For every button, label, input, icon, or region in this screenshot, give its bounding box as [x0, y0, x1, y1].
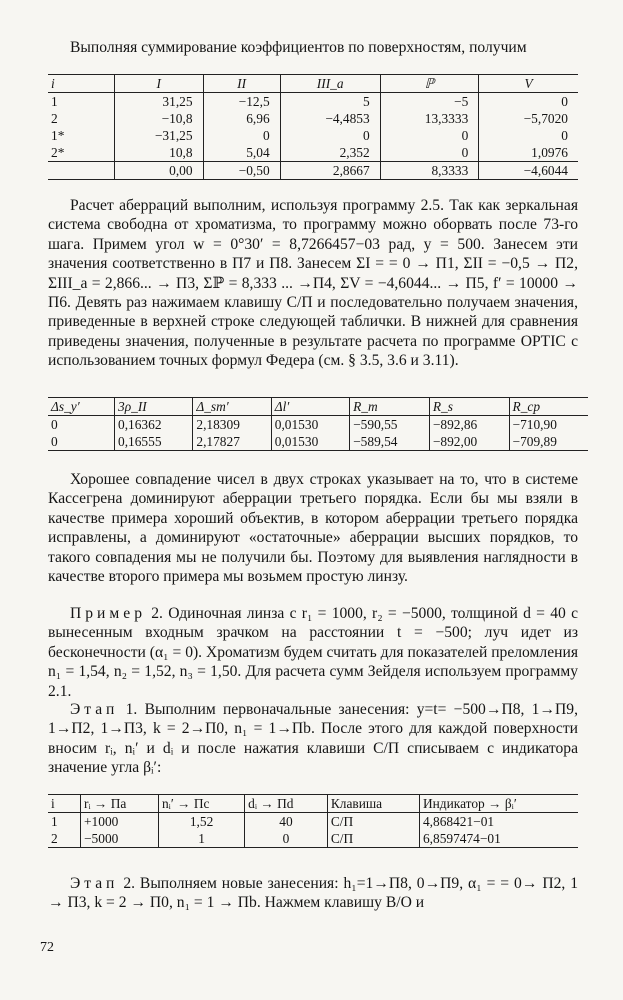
cell: 1,0976	[479, 144, 578, 162]
table-header	[48, 398, 588, 416]
cell: 0	[48, 433, 115, 451]
paragraph-stage-2	[48, 874, 578, 913]
cell: 0	[479, 93, 578, 111]
cell: 0,01530	[271, 433, 349, 451]
cell: 2,352	[280, 144, 380, 162]
cell: 0	[479, 127, 578, 144]
cell: −892,86	[429, 416, 509, 434]
cell: 2	[48, 830, 81, 848]
cell: −4,6044	[479, 162, 578, 180]
cell: 2,18309	[193, 416, 271, 434]
cell: 1	[51, 93, 58, 109]
col-header: dᵢ → Пd	[245, 795, 328, 813]
col-header: nᵢ′ → Пс	[158, 795, 244, 813]
table-row	[48, 416, 588, 434]
cell: −5	[380, 93, 479, 111]
col-header: i	[48, 795, 81, 813]
table-row	[48, 110, 578, 127]
cell: 10,8	[115, 144, 204, 162]
input-table	[48, 794, 578, 848]
col-header: R_s	[429, 398, 509, 416]
cell: 0,00	[115, 162, 204, 180]
cell: −5,7020	[479, 110, 578, 127]
col-header: 3ρ_II	[115, 398, 193, 416]
cell: −710,90	[509, 416, 588, 434]
cell: 0	[245, 830, 328, 848]
table-header	[48, 75, 578, 93]
stage1-text: 1. Выполним первоначальные занесения: y=t= −500→П8, 1→П9, 1→П2, 1→П3, k = 2→П0, n₁ = 1→Пb. После этого для каждой поверхности вносим rᵢ, nᵢ′ и dᵢ и после нажатия клавиши С/П списываем с индикатора значение угла βᵢ′:	[48, 701, 578, 777]
col-header: R_m	[350, 398, 430, 416]
cell: 0,16555	[115, 433, 193, 451]
cell: 2*	[51, 144, 65, 160]
cell	[48, 162, 115, 180]
cell: 4,868421−01	[419, 813, 578, 831]
col-header: Индикатор → βᵢ′	[419, 795, 578, 813]
cell: −709,89	[509, 433, 588, 451]
cell: С/П	[327, 830, 419, 848]
col-header: rᵢ → Па	[81, 795, 159, 813]
cell: −4,4853	[280, 110, 380, 127]
cell: 1	[51, 813, 58, 829]
cell: 0	[51, 416, 58, 432]
paragraph-aberrations: Расчет аберраций выполним, используя программу 2.5. Так как зеркальная система свободна от хроматизма, то программу можно оборвать после 73-го шага. Примем угол w = 0°30′ = 8,7266457−03 рад, y = 500. Занесем эти значения соответственно в П7 и П8. Занесем ΣI = = 0 → П1, ΣII = −0,5 → П2, ΣIII_a = 2,866... → П3, Σℙ = 8,333 ... →П4, ΣV = −4,6044... → П5, f′ = 10000 → П6. Девять раз нажимаем клавишу С/П и последовательно получаем значения, приведенные в верхней строке следующей таблички. В нижней для сравнения приведены значения, полученные в результате расчета по программе OPTIC с использованием точных формул Федера (см. § 3.5, 3.6 и 3.11).	[48, 197, 578, 370]
col-header: Δl′	[271, 398, 349, 416]
table-header	[48, 795, 578, 813]
cell: 31,25	[115, 93, 204, 111]
cell: 2,8667	[280, 162, 380, 180]
table-row	[48, 813, 578, 831]
cell: −590,55	[350, 416, 430, 434]
col-header: III_a	[280, 75, 380, 93]
col-header: V	[479, 75, 578, 93]
cell: 6,96	[203, 110, 280, 127]
stage1-label: Этап	[70, 701, 119, 718]
cell: 1,52	[158, 813, 244, 831]
cell: 1*	[51, 127, 65, 143]
cell: С/П	[327, 813, 419, 831]
coefficients-table	[48, 74, 578, 180]
cell: 1	[158, 830, 244, 848]
cell: −12,5	[203, 93, 280, 111]
cell: 0	[380, 144, 479, 162]
cell: 0,01530	[271, 416, 349, 434]
cell: 6,8597474−01	[419, 830, 578, 848]
cell: 13,3333	[380, 110, 479, 127]
cell: 40	[245, 813, 328, 831]
stage2-label: Этап	[70, 875, 119, 892]
col-header: Δ_sm′	[193, 398, 271, 416]
example-label: Пример	[70, 605, 146, 622]
col-header: R_cp	[509, 398, 588, 416]
cell: 0	[203, 127, 280, 144]
example-text: 2. Одиночная линза с r₁ = 1000, r₂ = −5000, толщиной d = 40 с вынесенным входным зрачком на расстоянии t = −500; луч идет из бесконечности (α₁ = 0). Хроматизм будем считать для показателей преломления n₁ = 1,54, n₂ = 1,52, n₃ = 1,50. Для расчета сумм Зейделя используем программу 2.1.	[48, 605, 578, 700]
cell: 5	[280, 93, 380, 111]
cell: 2	[51, 110, 58, 126]
cell: −31,25	[115, 127, 204, 144]
table-row	[48, 127, 578, 144]
table-row	[48, 93, 578, 111]
cell: +1000	[81, 813, 159, 831]
paragraph-cassegrain: Хорошее совпадение чисел в двух строках указывает на то, что в системе Кассегрена доминируют аберрации третьего порядка. Если бы мы взяли в качестве примера хороший объектив, в котором аберрации третьего порядка исправлены, а доминируют «остаточные» аберрации высших порядков, то такого совпадения мы не получили бы. Поэтому для выявления наглядности в качестве второго примера мы возьмем простую линзу.	[48, 471, 578, 586]
cell: 8,3333	[380, 162, 479, 180]
paragraph-example-2	[48, 604, 578, 701]
cell: −10,8	[115, 110, 204, 127]
col-header: ℙ	[380, 75, 479, 93]
cell: 0	[380, 127, 479, 144]
cell: −5000	[81, 830, 159, 848]
intro-text: Выполняя суммирование коэффициентов по поверхностям, получим	[70, 39, 527, 56]
paragraph-stage-1	[48, 700, 578, 778]
col-header: Δs_y′	[48, 398, 115, 416]
table-row	[48, 433, 588, 451]
col-header: Клавиша	[327, 795, 419, 813]
col-header: I	[115, 75, 204, 93]
table-row	[48, 144, 578, 162]
stage2-text: 2. Выполняем новые занесения: h₁=1→П8, 0→П9, α₁ = = 0→ П2, 1 → П3, k = 2 → П0, n₁ = 1 → Пb. Нажмем клавишу В/О и	[48, 875, 578, 912]
col-header: i	[48, 75, 115, 93]
col-header: II	[203, 75, 280, 93]
cell: −892,00	[429, 433, 509, 451]
cell: 0	[280, 127, 380, 144]
aberrations-table	[48, 397, 588, 451]
page-number: 72	[40, 940, 54, 955]
table-row	[48, 830, 578, 848]
sum-row	[48, 162, 578, 180]
cell: 0,16362	[115, 416, 193, 434]
cell: 2,17827	[193, 433, 271, 451]
cell: −589,54	[350, 433, 430, 451]
cell: 5,04	[203, 144, 280, 162]
cell: −0,50	[203, 162, 280, 180]
